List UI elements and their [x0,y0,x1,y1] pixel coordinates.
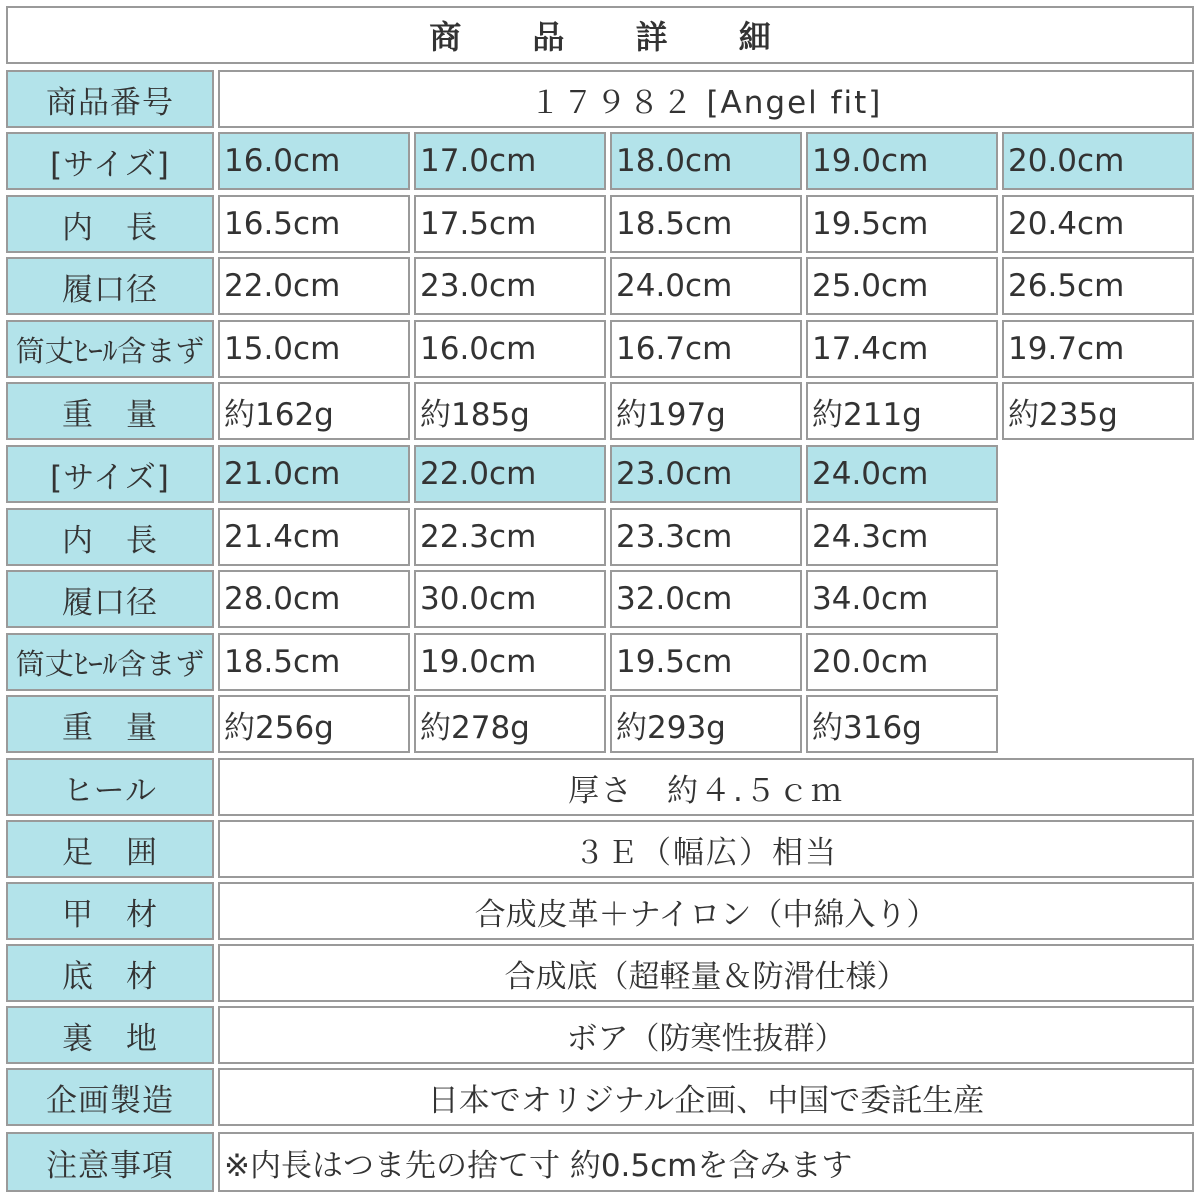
group1-size-cell: 16.0cm [218,132,410,190]
table-title: 商 品 詳 細 [6,6,1194,64]
width-value: ３Ｅ（幅広）相当 [218,820,1194,878]
group2-weight-cell: 約256g [218,695,410,753]
group1-opening-cell: 24.0cm [610,257,802,315]
group1-size-cell: 19.0cm [806,132,998,190]
group1-opening-label: 履口径 [6,257,214,315]
sole-material-label: 底 材 [6,944,214,1002]
group1-inner-length-cell: 18.5cm [610,195,802,253]
sole-material-value: 合成底（超軽量＆防滑仕様） [218,944,1194,1002]
group1-inner-length-cell: 19.5cm [806,195,998,253]
group2-opening-cell: 30.0cm [414,570,606,628]
group2-size-cell: 22.0cm [414,445,606,503]
group2-inner-length-label: 内 長 [6,508,214,566]
group1-inner-length-cell: 20.4cm [1002,195,1194,253]
group2-inner-length-cell: 22.3cm [414,508,606,566]
group2-size-cell: 23.0cm [610,445,802,503]
heel-value: 厚さ 約４.５ｃｍ [218,758,1194,816]
group2-weight-label: 重 量 [6,695,214,753]
group1-shaft-height-cell: 16.0cm [414,320,606,378]
group2-weight-cell: 約316g [806,695,998,753]
group1-size-cell: 20.0cm [1002,132,1194,190]
group1-weight-cell: 約211g [806,382,998,440]
group2-inner-length-cell: 21.4cm [218,508,410,566]
group2-shaft-height-cell: 18.5cm [218,633,410,691]
group1-opening-cell: 22.0cm [218,257,410,315]
group1-weight-cell: 約185g [414,382,606,440]
group1-shaft-height-cell: 16.7cm [610,320,802,378]
group1-opening-cell: 25.0cm [806,257,998,315]
product-number-label: 商品番号 [6,70,214,128]
heel-label: ヒール [6,758,214,816]
group1-shaft-height-label: 筒丈ﾋｰﾙ含まず [6,320,214,378]
group1-shaft-height-cell: 17.4cm [806,320,998,378]
group1-inner-length-cell: 16.5cm [218,195,410,253]
upper-material-value: 合成皮革＋ナイロン（中綿入り） [218,882,1194,940]
group1-inner-length-label: 内 長 [6,195,214,253]
group2-shaft-height-cell: 19.5cm [610,633,802,691]
group2-opening-cell: 34.0cm [806,570,998,628]
group1-weight-cell: 約197g [610,382,802,440]
upper-material-label: 甲 材 [6,882,214,940]
manufacture-value: 日本でオリジナル企画、中国で委託生産 [218,1068,1194,1126]
lining-value: ボア（防寒性抜群） [218,1006,1194,1064]
lining-label: 裏 地 [6,1006,214,1064]
group1-opening-cell: 23.0cm [414,257,606,315]
group2-size-cell: 24.0cm [806,445,998,503]
group2-weight-cell: 約278g [414,695,606,753]
manufacture-label: 企画製造 [6,1068,214,1126]
group1-weight-cell: 約235g [1002,382,1194,440]
group2-inner-length-cell: 23.3cm [610,508,802,566]
group1-size-cell: 18.0cm [610,132,802,190]
group2-shaft-height-label: 筒丈ﾋｰﾙ含まず [6,633,214,691]
notes-value: ※内長はつま先の捨て寸 約0.5cmを含みます [218,1132,1194,1192]
group2-opening-label: 履口径 [6,570,214,628]
product-number-value: １７９８２ [Angel fit] [218,70,1194,128]
group2-shaft-height-cell: 20.0cm [806,633,998,691]
group2-size-label: [サイズ] [6,445,214,503]
group1-opening-cell: 26.5cm [1002,257,1194,315]
group2-weight-cell: 約293g [610,695,802,753]
group1-size-cell: 17.0cm [414,132,606,190]
group1-weight-cell: 約162g [218,382,410,440]
group1-inner-length-cell: 17.5cm [414,195,606,253]
width-label: 足 囲 [6,820,214,878]
group2-opening-cell: 32.0cm [610,570,802,628]
group1-shaft-height-cell: 15.0cm [218,320,410,378]
group2-inner-length-cell: 24.3cm [806,508,998,566]
group1-size-label: [サイズ] [6,132,214,190]
group1-weight-label: 重 量 [6,382,214,440]
group2-shaft-height-cell: 19.0cm [414,633,606,691]
group2-opening-cell: 28.0cm [218,570,410,628]
group1-shaft-height-cell: 19.7cm [1002,320,1194,378]
notes-label: 注意事項 [6,1132,214,1192]
group2-size-cell: 21.0cm [218,445,410,503]
